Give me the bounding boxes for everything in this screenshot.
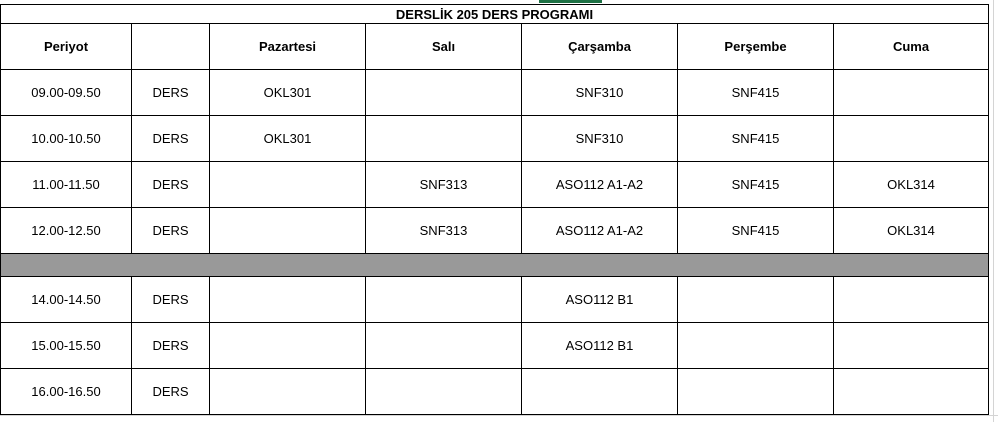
course-cell[interactable]: SNF415 — [678, 70, 834, 116]
course-cell[interactable]: SNF415 — [678, 116, 834, 162]
course-cell[interactable]: SNF313 — [366, 208, 522, 254]
course-cell[interactable] — [522, 369, 678, 415]
type-cell[interactable]: DERS — [132, 208, 210, 254]
period-cell[interactable]: 16.00-16.50 — [1, 369, 132, 415]
period-cell[interactable]: 12.00-12.50 — [1, 208, 132, 254]
course-cell[interactable] — [678, 323, 834, 369]
course-cell[interactable]: SNF310 — [522, 70, 678, 116]
table-row — [1, 208, 989, 254]
header-cell-persembe[interactable]: Perşembe — [678, 24, 834, 70]
course-cell[interactable]: ASO112 A1-A2 — [522, 162, 678, 208]
sheet-gridline — [993, 0, 994, 422]
type-cell[interactable]: DERS — [132, 116, 210, 162]
table-row — [1, 277, 989, 323]
period-cell[interactable]: 11.00-11.50 — [1, 162, 132, 208]
period-cell[interactable]: 15.00-15.50 — [1, 323, 132, 369]
course-cell[interactable] — [210, 208, 366, 254]
course-cell[interactable] — [210, 277, 366, 323]
course-cell[interactable] — [366, 116, 522, 162]
course-cell[interactable]: SNF313 — [366, 162, 522, 208]
course-cell[interactable]: OKL314 — [834, 208, 989, 254]
course-cell[interactable]: ASO112 A1-A2 — [522, 208, 678, 254]
lunch-break-cell[interactable] — [1, 254, 989, 277]
course-cell[interactable]: SNF310 — [522, 116, 678, 162]
header-cell-type[interactable] — [132, 24, 210, 70]
course-cell[interactable]: ASO112 B1 — [522, 277, 678, 323]
course-cell[interactable] — [834, 277, 989, 323]
course-cell[interactable]: ASO112 B1 — [522, 323, 678, 369]
course-cell[interactable] — [834, 116, 989, 162]
header-cell-cuma[interactable]: Cuma — [834, 24, 989, 70]
course-cell[interactable] — [210, 162, 366, 208]
table-row — [1, 116, 989, 162]
course-cell[interactable]: SNF415 — [678, 208, 834, 254]
title-row — [1, 5, 989, 24]
period-cell[interactable]: 14.00-14.50 — [1, 277, 132, 323]
course-cell[interactable] — [678, 369, 834, 415]
schedule-table — [0, 4, 989, 415]
lunch-break-row — [1, 254, 989, 277]
type-cell[interactable]: DERS — [132, 162, 210, 208]
selected-cell-indicator — [539, 0, 602, 3]
course-cell[interactable]: OKL301 — [210, 116, 366, 162]
course-cell[interactable] — [366, 70, 522, 116]
type-cell[interactable]: DERS — [132, 369, 210, 415]
schedule-title[interactable]: DERSLİK 205 DERS PROGRAMI — [1, 5, 989, 24]
course-cell[interactable] — [678, 277, 834, 323]
header-cell-sali[interactable]: Salı — [366, 24, 522, 70]
header-cell-pazartesi[interactable]: Pazartesi — [210, 24, 366, 70]
period-cell[interactable]: 09.00-09.50 — [1, 70, 132, 116]
table-row — [1, 323, 989, 369]
course-cell[interactable] — [834, 369, 989, 415]
course-cell[interactable] — [210, 323, 366, 369]
course-cell[interactable] — [210, 369, 366, 415]
type-cell[interactable]: DERS — [132, 323, 210, 369]
header-cell-carsamba[interactable]: Çarşamba — [522, 24, 678, 70]
course-cell[interactable] — [834, 323, 989, 369]
sheet-gridline — [0, 415, 998, 416]
course-cell[interactable] — [366, 369, 522, 415]
course-cell[interactable] — [834, 70, 989, 116]
course-cell[interactable] — [366, 277, 522, 323]
header-row — [1, 24, 989, 70]
period-cell[interactable]: 10.00-10.50 — [1, 116, 132, 162]
course-cell[interactable] — [366, 323, 522, 369]
course-cell[interactable]: OKL301 — [210, 70, 366, 116]
type-cell[interactable]: DERS — [132, 70, 210, 116]
header-cell-periyot[interactable]: Periyot — [1, 24, 132, 70]
type-cell[interactable]: DERS — [132, 277, 210, 323]
table-row — [1, 70, 989, 116]
table-row — [1, 369, 989, 415]
course-cell[interactable]: OKL314 — [834, 162, 989, 208]
course-cell[interactable]: SNF415 — [678, 162, 834, 208]
table-row — [1, 162, 989, 208]
